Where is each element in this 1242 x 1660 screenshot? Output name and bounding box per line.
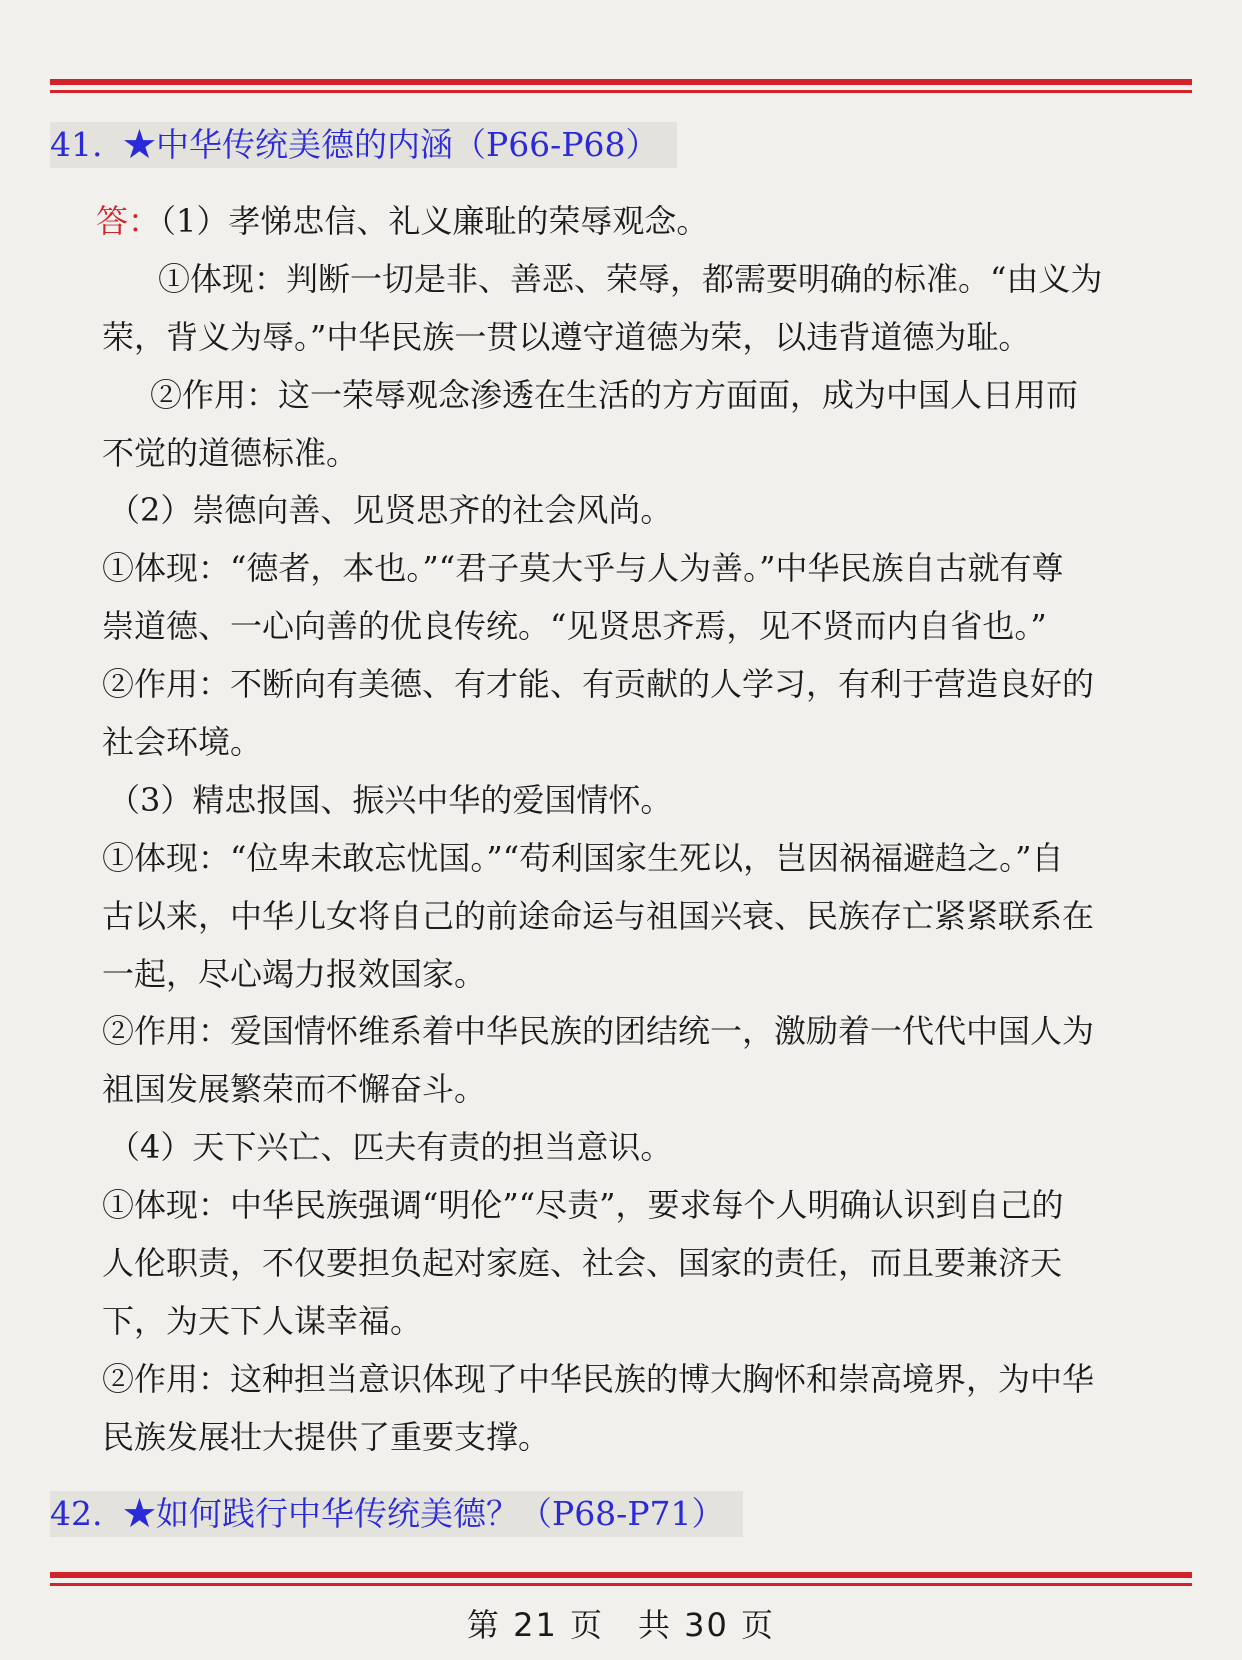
question-title: ★中华传统美德的内涵（P66-P68）: [122, 125, 659, 164]
question-number: 41.: [50, 125, 103, 164]
answer-line: 社会环境。: [102, 723, 263, 762]
bottom-rule-thin: [50, 1583, 1192, 1586]
answer-line: 古以来，中华儿女将自己的前途命运与祖国兴衰、民族存亡紧紧联系在: [102, 896, 1095, 935]
answer-line: ②作用：爱国情怀维系着中华民族的团结统一，激励着一代代中国人为: [102, 1012, 1095, 1051]
answer-body: [96, 193, 1242, 1467]
answer-line: 不觉的道德标准。: [102, 433, 359, 472]
bottom-rule-thick: [50, 1572, 1192, 1578]
answer-line: ①体现：“德者，本也。”“君子莫大乎与人为善。”中华民族自古就有尊: [102, 549, 1064, 588]
answer-label: 答：: [96, 202, 161, 240]
answer-line: 崇道德、一心向善的优良传统。“见贤思齐焉，见不贤而内自省也。”: [102, 607, 1047, 646]
answer-line: ②作用：这一荣辱观念渗透在生活的方方面面，成为中国人日用而: [118, 375, 1079, 414]
answer-line: 人伦职责，不仅要担负起对家庭、社会、国家的责任，而且要兼济天: [102, 1244, 1063, 1283]
answer-line: 民族发展壮大提供了重要支撑。: [102, 1417, 551, 1456]
bottom-double-rule: [50, 1572, 1192, 1586]
answer-line: （2）崇德向善、见贤思齐的社会风尚。: [108, 491, 673, 530]
question-41-heading: [50, 122, 677, 168]
question-number: 42.: [50, 1494, 103, 1533]
answer-line: 荣，背义为辱。”中华民族一贯以遵守道德为荣，以违背道德为耻。: [102, 317, 1031, 356]
answer-line: ②作用：这种担当意识体现了中华民族的博大胸怀和崇高境界，为中华: [102, 1359, 1095, 1398]
answer-line: ①体现：判断一切是非、善恶、荣辱，都需要明确的标准。“由义为: [126, 259, 1103, 298]
top-rule-thick: [50, 79, 1192, 85]
question-42-heading: [50, 1491, 743, 1537]
answer-line: ②作用：不断向有美德、有才能、有贡献的人学习，有利于营造良好的: [102, 665, 1095, 704]
answer-line: 一起，尽心竭力报效国家。: [102, 954, 487, 993]
answer-line-text: （1）孝悌忠信、礼义廉耻的荣辱观念。: [160, 202, 709, 240]
answer-line: [96, 193, 1242, 251]
page-number-footer: 第 21 页 共 30 页: [466, 1606, 776, 1644]
answer-line: （3）精忠报国、振兴中华的爱国情怀。: [108, 780, 673, 819]
answer-line: ①体现：中华民族强调“明伦”“尽责”，要求每个人明确认识到自己的: [102, 1186, 1064, 1225]
top-double-rule: [50, 79, 1192, 93]
answer-line: ①体现：“位卑未敢忘忧国。”“苟利国家生死以，岂因祸福避趋之。”自: [102, 838, 1064, 877]
answer-line: （4）天下兴亡、匹夫有责的担当意识。: [108, 1128, 673, 1167]
question-title: ★如何践行中华传统美德？（P68-P71）: [122, 1494, 725, 1533]
top-rule-thin: [50, 90, 1192, 93]
answer-line: 祖国发展繁荣而不懈奋斗。: [102, 1070, 487, 1109]
answer-line: 下，为天下人谋幸福。: [102, 1301, 423, 1340]
